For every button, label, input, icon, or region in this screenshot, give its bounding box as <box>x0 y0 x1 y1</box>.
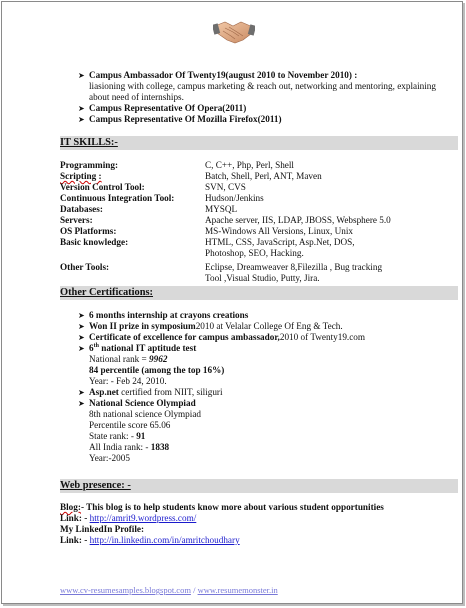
skill-row <box>60 160 460 171</box>
campus-detail: liasioning with college, campus marketing & reach out, networking and mentoring, explaining about need of internships. <box>89 81 436 102</box>
web-presence-block <box>60 502 460 546</box>
cert-detail: Percentile score 65.06 <box>89 420 171 430</box>
cert-detail: All India rank: - <box>89 442 151 452</box>
blog-link-line <box>60 513 460 524</box>
blog-sep: - <box>80 502 87 512</box>
skill-row <box>60 226 460 237</box>
cert-detail: 1838 <box>150 442 170 452</box>
certifications-list <box>78 310 438 464</box>
campus-title: Campus Representative Of Opera(2011) <box>89 103 247 113</box>
skill-label: Continuous Integration Tool: <box>60 193 175 203</box>
skill-label: OS Platforms: <box>60 226 117 236</box>
cert-detail: 84 percentile (among the top 16%) <box>89 365 225 375</box>
cert-text: Asp.net <box>89 387 119 397</box>
skill-row <box>60 215 460 226</box>
campus-title: Campus Ambassador Of Twenty19(august 2010 to November 2010) : <box>89 70 358 80</box>
skill-value: C, C++, Php, Perl, Shell <box>205 160 294 170</box>
skill-label: Servers: <box>60 215 93 225</box>
cert-text: 2010 at Velalar College Of Eng & Tech. <box>195 321 343 331</box>
linkedin-link-line <box>60 535 460 546</box>
skill-label: Databases: <box>60 204 103 214</box>
link-label: Link: - <box>60 513 90 523</box>
skill-label: Scripting : <box>60 171 102 181</box>
cert-text: Won II prize in symposium <box>89 321 196 331</box>
arrow-bullet-icon: ➤ <box>78 333 85 342</box>
linkedin-label: My LinkedIn Profile: <box>60 524 145 534</box>
cert-detail: Year: - Feb 24, 2010. <box>89 376 167 386</box>
skill-label: Basic knowledge: <box>60 237 129 247</box>
list-item <box>78 398 438 464</box>
web-presence-heading: Web presence: - <box>60 479 458 493</box>
blog-line <box>60 502 460 513</box>
campus-list <box>78 70 438 125</box>
cert-detail: State rank: - <box>89 431 137 441</box>
cert-text: 2010 of Twenty19.com <box>279 332 366 342</box>
cert-detail: Year:-2005 <box>89 453 130 463</box>
skill-value-line: HTML, CSS, JavaScript, Asp.Net, DOS, <box>205 237 355 247</box>
cert-detail: National rank = <box>89 354 150 364</box>
certifications-heading: Other Certifications: <box>60 286 458 300</box>
list-item <box>78 103 438 114</box>
arrow-bullet-icon: ➤ <box>78 399 85 408</box>
link-label: Link: - <box>60 535 90 545</box>
skill-value: MYSQL <box>205 204 238 214</box>
skill-row <box>60 262 460 284</box>
skill-row <box>60 204 460 215</box>
skill-row <box>60 171 460 182</box>
campus-title: Campus Representative Of Mozilla Firefox(2011) <box>89 114 282 124</box>
cert-text <box>89 343 196 353</box>
footer <box>60 585 278 596</box>
arrow-bullet-icon: ➤ <box>78 71 85 80</box>
skill-value: Hudson/Jenkins <box>205 193 264 203</box>
cert-text: National Science Olympiad <box>89 398 196 408</box>
resume-page <box>1 1 463 604</box>
arrow-bullet-icon: ➤ <box>78 388 85 397</box>
skill-label: Programming: <box>60 160 119 170</box>
cert-detail: 9962 <box>149 354 168 364</box>
cert-detail: 91 <box>136 431 146 441</box>
arrow-bullet-icon: ➤ <box>78 311 85 320</box>
list-item <box>78 310 438 321</box>
list-item <box>78 321 438 332</box>
list-item <box>78 343 438 387</box>
cert-text: 6 <box>89 343 94 353</box>
cert-text: Certificate of excellence for campus ambassador, <box>89 332 280 342</box>
skill-value: Batch, Shell, Perl, ANT, Maven <box>205 171 322 181</box>
skill-label: Other Tools: <box>60 262 110 272</box>
it-skills-heading: IT SKILLS:- <box>60 136 458 150</box>
skill-value-line: Photoshop, SEO, Hacking. <box>205 248 304 258</box>
cert-detail: 8th national science Olympiad <box>89 409 202 419</box>
skill-value: Apache server, IIS, LDAP, JBOSS, Websphere 5.0 <box>205 215 391 225</box>
arrow-bullet-icon: ➤ <box>78 104 85 113</box>
skill-value: MS-Windows All Versions, Linux, Unix <box>205 226 353 236</box>
blog-text: This blog is to help students know more about various student opportunities <box>86 502 384 512</box>
footer-link-right[interactable]: www.resumemonster.in <box>197 585 278 595</box>
arrow-bullet-icon: ➤ <box>78 322 85 331</box>
linkedin-url-link[interactable]: http://in.linkedin.com/in/amritchoudhary <box>89 535 240 545</box>
skill-value-line: Eclipse, Dreamweaver 8,Filezilla , Bug tracking <box>205 262 383 272</box>
skill-value <box>205 237 455 259</box>
ordinal-suffix: th <box>93 342 99 349</box>
list-item <box>78 387 438 398</box>
blog-url-link[interactable]: http://amrit9.wordpress.com/ <box>89 513 197 523</box>
footer-link-left[interactable]: www.cv-resumesamples.blogspot.com <box>60 585 191 595</box>
list-item <box>78 332 438 343</box>
cert-text: 6 months internship at crayons creations <box>89 310 249 320</box>
list-item <box>78 70 438 103</box>
cert-text: certified from NIIT, siliguri <box>118 387 223 397</box>
cert-text: national IT aptitude test <box>98 343 197 353</box>
list-item <box>78 114 438 125</box>
skill-value: SVN, CVS <box>205 182 246 192</box>
skill-value-line: Tool ,Visual Studio, Putty, Jira. <box>205 273 320 283</box>
arrow-bullet-icon: ➤ <box>78 115 85 124</box>
footer-sep: / <box>190 585 198 595</box>
skill-row <box>60 193 460 204</box>
skill-row <box>60 237 460 259</box>
blog-label: Blog: <box>60 502 81 512</box>
skill-value <box>205 262 455 284</box>
skill-row <box>60 182 460 193</box>
skill-label: Version Control Tool: <box>60 182 145 192</box>
arrow-bullet-icon: ➤ <box>78 344 85 353</box>
handshake-icon <box>213 16 255 46</box>
